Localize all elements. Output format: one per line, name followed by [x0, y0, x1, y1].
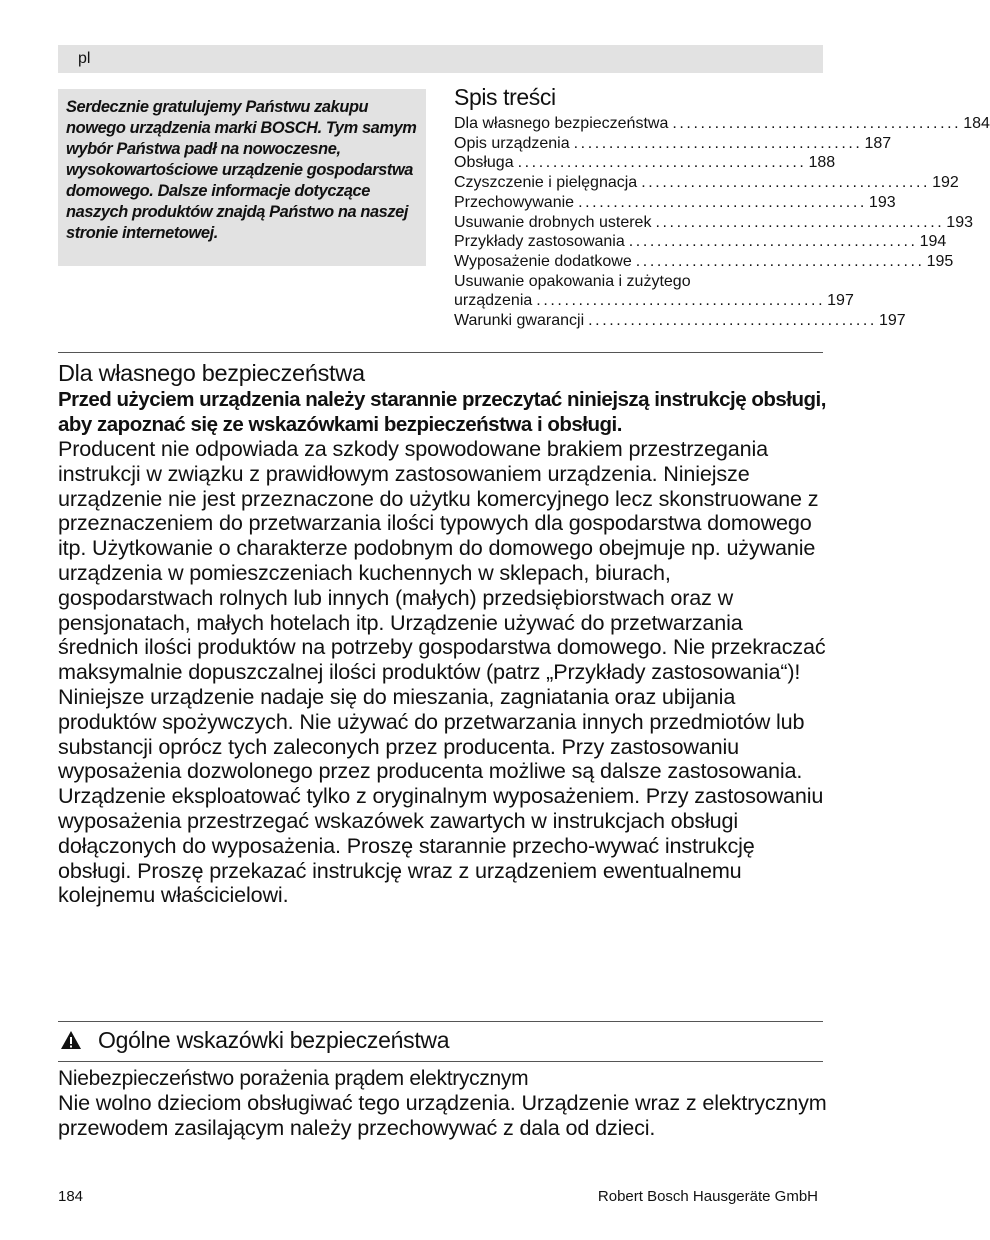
- toc-item-page: 192: [932, 174, 959, 192]
- toc-item[interactable]: Usuwanie drobnych usterek ......................................... 193: [454, 213, 973, 231]
- toc-item-label: Dla własnego bezpieczeństwa: [454, 115, 669, 132]
- company-name: Robert Bosch Hausgeräte GmbH: [597, 1188, 818, 1205]
- intro-text: Serdecznie gratulujemy Państwu zakupu nowego urządzenia marki BOSCH. Tym samym wybór Państwa padł na nowoczesne, wysokowartościowe urządzenie gospodarstwa domowego. Dalsze informacje dotyczące naszych produktów znajdą Państwo na naszej stronie internetowej.: [66, 98, 417, 242]
- table-of-contents: [454, 84, 990, 331]
- toc-item-page: 197: [827, 292, 854, 310]
- toc-item-label: Warunki gwarancji: [454, 312, 585, 330]
- language-bar: [58, 45, 823, 73]
- toc-item-page: 194: [919, 233, 947, 251]
- toc-item-page: 195: [926, 252, 954, 270]
- section-divider: [58, 1061, 823, 1062]
- section-divider: [58, 1021, 823, 1022]
- intro-box: [58, 89, 426, 266]
- toc-item-label: Usuwanie drobnych usterek: [454, 213, 652, 231]
- safety-title: Dla własnego bezpieczeństwa: [58, 360, 365, 386]
- toc-item[interactable]: Przykłady zastosowania ......................................... 194: [454, 233, 947, 251]
- toc-item-label: Czyszczenie i pielęgnacja: [454, 174, 638, 192]
- general-safety-heading: [58, 1027, 828, 1057]
- toc-title: Spis treści: [454, 84, 556, 110]
- toc-item[interactable]: Opis urządzenia ......................................... 187: [454, 134, 892, 152]
- toc-item-label: Przechowywanie: [454, 193, 575, 211]
- electric-body: Nie wolno dzieciom obsługiwać tego urządzenia. Urządzenie wraz z elektrycznym przewodem zasilającym należy przechowywać z dala od dzieci.: [58, 1090, 827, 1140]
- safety-section: [58, 359, 828, 908]
- toc-item-page: 193: [868, 193, 896, 211]
- toc-item[interactable]: Przechowywanie ......................................... 193: [454, 193, 896, 211]
- toc-item[interactable]: Dla własnego bezpieczeństwa ......................................... 184: [454, 115, 990, 132]
- safety-lead: Przed użyciem urządzenia należy starannie przeczytać niniejszą instrukcję obsługi, aby zapoznać się ze wskazówkami bezpieczeństwa i obsługi.: [58, 388, 826, 436]
- toc-item-page: 187: [864, 134, 892, 152]
- toc-item-page: 193: [946, 213, 973, 231]
- language-code: pl: [78, 50, 91, 67]
- toc-item[interactable]: urządzenia ......................................... 197: [454, 292, 854, 310]
- toc-item[interactable]: Warunki gwarancji ......................................... 197: [454, 312, 906, 330]
- toc-item-label: Przykłady zastosowania: [454, 233, 625, 251]
- toc-item[interactable]: Czyszczenie i pielęgnacja ......................................... 192: [454, 174, 959, 192]
- toc-item-page: 184: [963, 115, 990, 132]
- electric-title: Niebezpieczeństwo porażenia prądem elektrycznym: [58, 1067, 529, 1090]
- toc-item-label: Obsługa: [454, 154, 514, 172]
- toc-item-label: urządzenia: [454, 292, 533, 310]
- toc-item[interactable]: Obsługa ......................................... 188: [454, 154, 836, 172]
- warning-icon: [60, 1030, 82, 1050]
- toc-item-page: 197: [878, 312, 906, 330]
- toc-item-label-line1[interactable]: Usuwanie opakowania i zużytego: [454, 272, 691, 290]
- toc-item-label: Wyposażenie dodatkowe: [454, 252, 632, 270]
- electric-section: [58, 1066, 828, 1141]
- safety-body: Producent nie odpowiada za szkody spowodowane brakiem przestrzegania instrukcji w związku z prawidłowym zastosowaniem urządzenia. Niniejsze urządzenie nie jest przeznaczone do użytku komercyjnego lecz skonstruowane z przeznaczeniem do przetwarzania ilości typowych dla gospodarstwa domowego itp. Użytkowanie o charakterze podobnym do domowego obejmuje np. używanie urządzenia w pomieszczeniach kuchennych w sklepach, biurach, gospodarstwach rolnych lub innych (małych) przedsiębiorstwach oraz w pensjonatach, małych hotelach itp. Urządzenie używać do przetwarzania średnich ilości produktów na potrzeby gospodarstwa domowego. Nie przekraczać maksymalnie dopuszczalnej ilości produktów (patrz „Przykłady zastosowania“)! Niniejsze urządzenie nadaje się do mieszania, zagniatania oraz ubijania produktów spożywczych. Nie używać do przetwarzania innych przedmiotów lub substancji oprócz tych zaleconych przez producenta. Przy zastosowaniu wyposażenia dozwolonego przez producenta możliwe są dalsze zastosowania. Urządzenie eksploatować tylko z oryginalnym wyposażeniem. Przy zastosowaniu wyposażenia przestrzegać wskazówek zawartych w instrukcjach obsługi dołączonych do wyposażenia. Proszę starannie przecho-wywać instrukcję obsługi. Proszę przekazać instrukcję wraz z urządzeniem ewentualnemu kolejnemu właścicielowi.: [58, 436, 826, 908]
- section-divider: [58, 352, 823, 353]
- toc-item-page: 188: [808, 154, 836, 172]
- toc-item-label: Opis urządzenia: [454, 134, 570, 152]
- general-safety-title: Ogólne wskazówki bezpieczeństwa: [98, 1027, 450, 1053]
- page-number: 184: [58, 1188, 84, 1205]
- toc-item[interactable]: Wyposażenie dodatkowe ......................................... 195: [454, 252, 954, 270]
